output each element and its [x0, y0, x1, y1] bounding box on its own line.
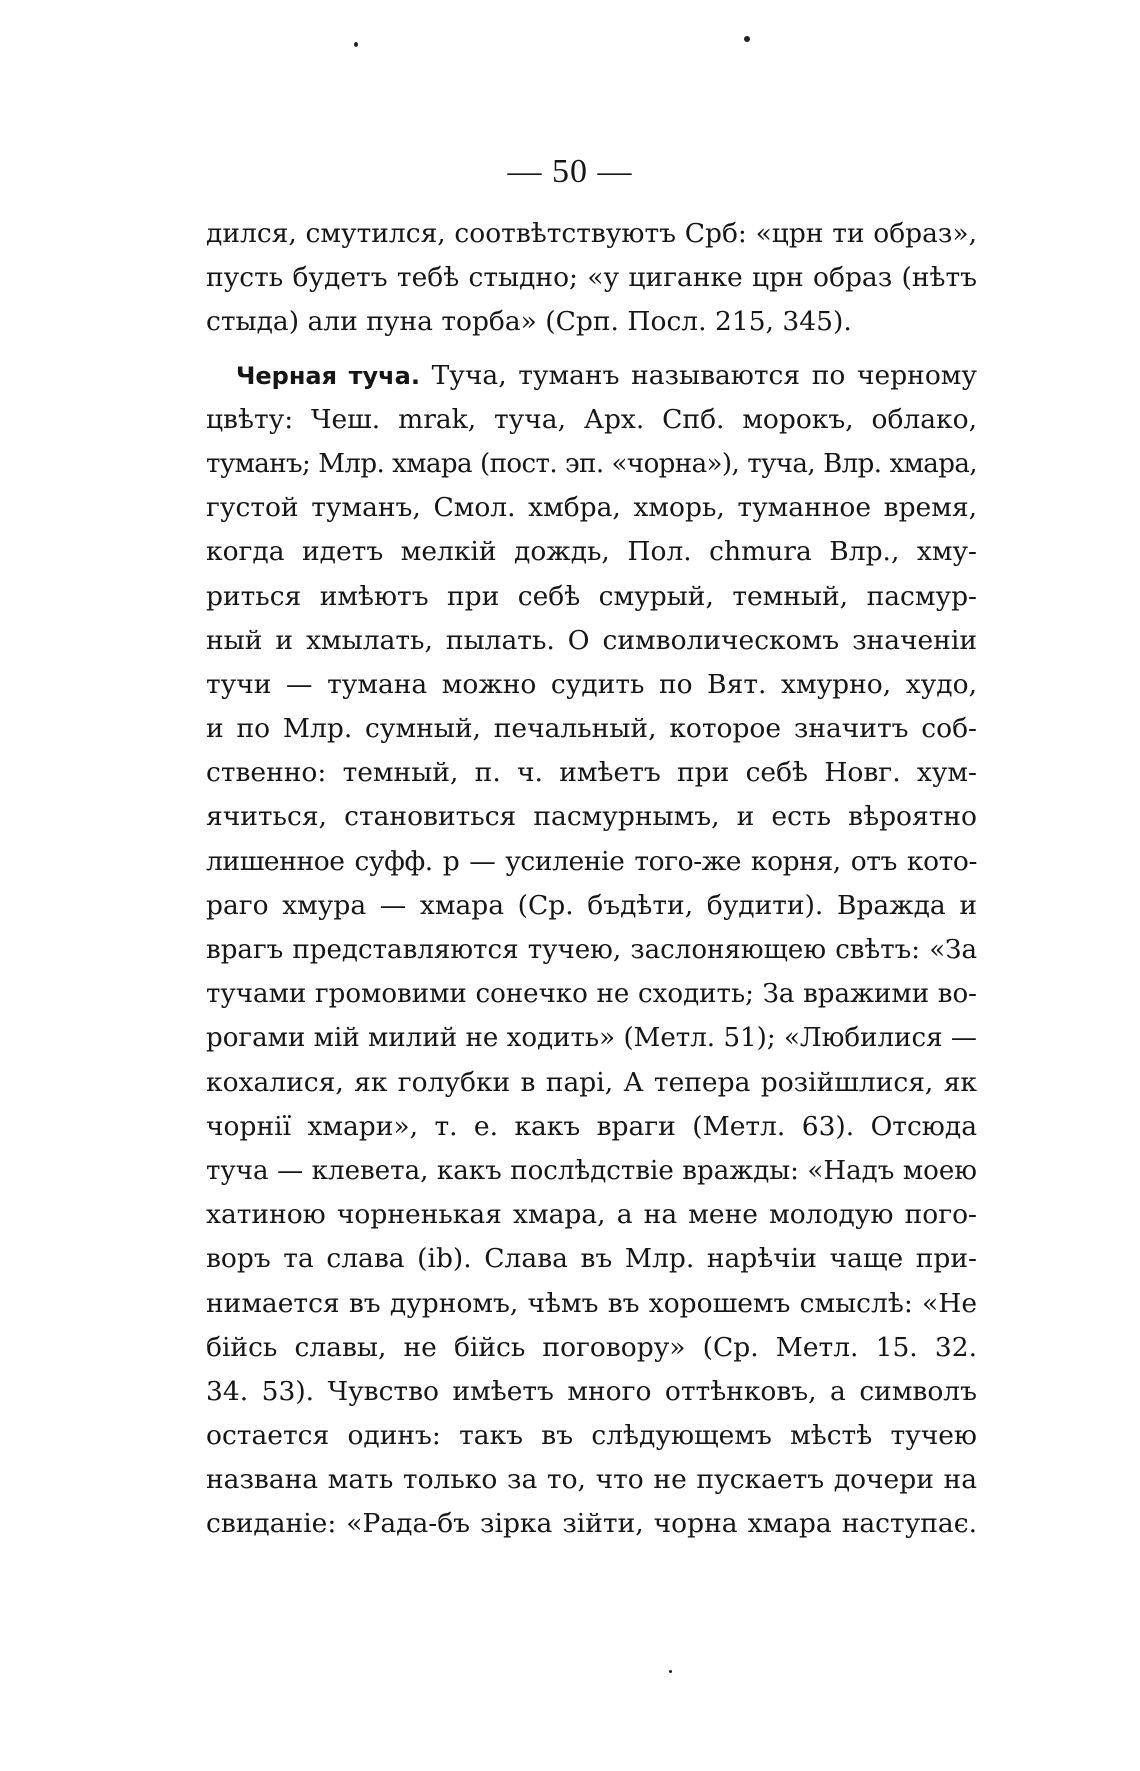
text-line: тучи — тумана можно судить по Вят. хмурно, худо, — [206, 668, 977, 700]
body-text — [206, 212, 977, 1547]
ink-speck — [669, 1670, 672, 1673]
text-line: лишенное суфф. р — усиленіе того-же корня, отъ кото- — [206, 845, 977, 877]
text-line: ный и хмылать, пылать. О символическомъ значеніи — [206, 624, 977, 656]
text-line: туча — клевета, какъ послѣдствіе вражды: «Надъ моею — [206, 1155, 977, 1186]
text-line: названа мать только за то, что не пускаетъ дочери на — [206, 1464, 977, 1496]
text-line: цвѣту: Чеш. mrak, туча, Арх. Спб. морокъ, облако, — [206, 403, 977, 435]
text-line: бійсь славы, не бійсь поговору» (Ср. Метл. 15. 32. — [206, 1331, 977, 1363]
text-line: остается одинъ: такъ въ слѣдующемъ мѣстѣ тучею — [206, 1420, 977, 1452]
text-line: врагъ представляются тучею, заслоняющею свѣтъ: «За — [206, 935, 977, 965]
text-line: кохалися, як голубки в парі, А тепера розійшлися, як — [206, 1066, 977, 1098]
ink-speck — [354, 42, 358, 47]
text-line: 34. 53). Чувство имѣетъ много оттѣнковъ, а символъ — [206, 1375, 977, 1407]
text-line: тучами громовими сонечко не сходить; За вражими во- — [206, 979, 977, 1010]
page-number: — 50 — — [507, 153, 633, 190]
text-line: ячиться, становиться пасмурнымъ, и есть вѣроятно — [206, 801, 977, 833]
text-line: воръ та слава (ib). Слава въ Млр. нарѣчіи чаще при- — [206, 1243, 977, 1275]
text-line: свиданіе: «Рада-бъ зірка зійти, чорна хмара наступає. — [206, 1508, 977, 1540]
text-line-rest: Туча, туманъ называются по черному — [431, 359, 977, 391]
text-line: нимается въ дурномъ, чѣмъ въ хорошемъ смыслѣ: «Не — [206, 1287, 977, 1319]
text-line: рогами мій милий не ходить» (Метл. 51); «Любилися — — [206, 1023, 977, 1054]
text-line: стыда) али пуна торба» (Срп. Посл. 215, 345). — [206, 306, 852, 338]
text-line: густой туманъ, Смол. хмбра, хморь, туманное время, — [206, 492, 977, 524]
text-line: ственно: темный, п. ч. имѣетъ при себѣ Новг. хум- — [206, 757, 977, 789]
text-line: раго хмура — хмара (Ср. бъдѣти, будити). Вражда и — [206, 889, 977, 921]
paragraph-gap — [206, 345, 977, 354]
text-line: чорнії хмари», т. е. какъ враги (Метл. 63). Отсюда — [206, 1110, 977, 1142]
text-line: когда идетъ мелкій дождь, Пол. chmura Влр., хму- — [206, 536, 977, 568]
text-line: туманъ; Млр. хмара (пост. эп. «чорна»), туча, Влр. хмара, — [206, 448, 977, 479]
text-line: дился, смутился, соотвѣтствуютъ Срб: «црн ти образ», — [206, 218, 977, 249]
text-line: хатиною чорненькая хмара, а на мене молодую пого- — [206, 1199, 977, 1231]
section-first-line — [206, 354, 977, 398]
section-heading: Черная туча. — [236, 361, 420, 390]
text-line: и по Млр. сумный, печальный, которое значитъ соб- — [206, 713, 977, 745]
text-line: пусть будетъ тебѣ стыдно; «у циганке црн образ (нѣтъ — [206, 262, 977, 294]
text-line: риться имѣютъ при себѣ смурый, темный, пасмур- — [206, 580, 977, 612]
ink-speck — [744, 36, 750, 42]
